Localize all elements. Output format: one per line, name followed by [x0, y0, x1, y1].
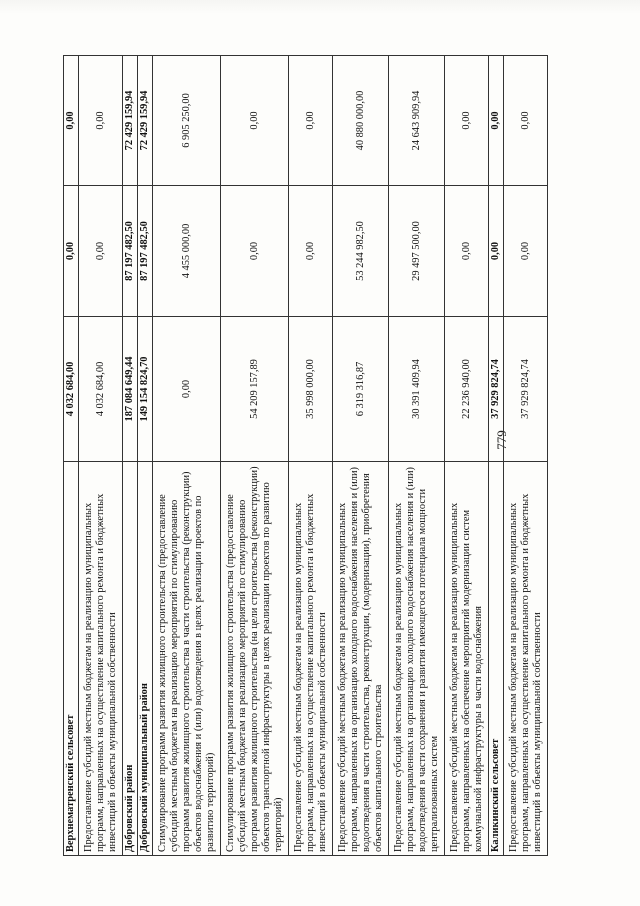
amount-cell: 4 455 000,00 — [153, 186, 221, 317]
amount-cell: 37 929 824,74 — [489, 317, 504, 462]
amount-cell: 0,00 — [79, 56, 123, 186]
amount-cell: 0,00 — [153, 317, 221, 462]
amount-cell: 0,00 — [489, 56, 504, 186]
amount-cell: 0,00 — [64, 186, 79, 317]
table-row — [445, 56, 489, 856]
amount-cell: 40 880 000,00 — [333, 56, 389, 186]
amount-cell: 0,00 — [489, 186, 504, 317]
amount-cell: 4 032 684,00 — [79, 317, 123, 462]
amount-cell: 0,00 — [504, 186, 548, 317]
amount-cell: 54 209 157,89 — [221, 317, 289, 462]
amount-cell: 72 429 159,94 — [138, 56, 153, 186]
amount-cell: 4 032 684,00 — [64, 317, 79, 462]
table-row — [123, 56, 138, 856]
amount-cell: 149 154 824,70 — [138, 317, 153, 462]
table-row — [153, 56, 221, 856]
amount-cell: 0,00 — [445, 56, 489, 186]
rotated-table-container — [63, 56, 583, 856]
amount-cell: 0,00 — [221, 186, 289, 317]
row-label: Предоставление субсидий местным бюджетам на реализацию муниципальных программ, направленных на организацию холодного водоснабжения населения и (или) водоотведения в части строительства, реконструкции, (модернизации), приобретения объектов капитального строительства — [333, 462, 389, 856]
row-label: Стимулирование программ развития жилищного строительства (предоставление субсидий местным бюджетам на реализацию мероприятий по стимулированию программ развития жилищного строительства в части строительства (реконструкции) объектов водоснабжения и (или) водоотведения в целях реализации проектов по развитию территорий) — [153, 462, 221, 856]
amount-cell: 187 084 649,44 — [123, 317, 138, 462]
amount-cell: 29 497 500,00 — [389, 186, 445, 317]
amount-cell: 87 197 482,50 — [138, 186, 153, 317]
row-label: Предоставление субсидий местным бюджетам на реализацию муниципальных программ, направленных на осуществление капитального ремонта и бюджетных инвестиций в объекты муниципальной собственности — [289, 462, 333, 856]
amount-cell: 6 319 316,87 — [333, 317, 389, 462]
table-row — [389, 56, 445, 856]
amount-cell: 0,00 — [79, 186, 123, 317]
row-label: Предоставление субсидий местным бюджетам на реализацию муниципальных программ, направленных на обеспечение мероприятий модернизации систем коммунальной инфраструктуры в части водоснабжения — [445, 462, 489, 856]
scan-edge — [0, 0, 640, 14]
row-label: Предоставление субсидий местным бюджетам на реализацию муниципальных программ, направленных на организацию холодного водоснабжения населения и (или) водоотведения в части сохранения и развития имеющегося потенциала мощности централизованных систем — [389, 462, 445, 856]
table-body — [64, 56, 548, 856]
amount-cell: 30 391 409,94 — [389, 317, 445, 462]
row-label: Добровский муниципальный район — [138, 462, 153, 856]
row-label: Верхнематренский сельсовет — [64, 462, 79, 856]
table-row — [289, 56, 333, 856]
amount-cell: 0,00 — [289, 56, 333, 186]
amount-cell: 35 998 000,00 — [289, 317, 333, 462]
table-row — [504, 56, 548, 856]
amount-cell: 0,00 — [504, 56, 548, 186]
table-row — [221, 56, 289, 856]
row-label: Предоставление субсидий местным бюджетам на реализацию муниципальных программ, направленных на осуществление капитального ремонта и бюджетных инвестиций в объекты муниципальной собственности — [79, 462, 123, 856]
amount-cell: 0,00 — [289, 186, 333, 317]
page-number: 779 — [494, 430, 509, 450]
row-label: Добровский район — [123, 462, 138, 856]
table-row — [489, 56, 504, 856]
budget-table — [63, 55, 548, 856]
row-label: Предоставление субсидий местным бюджетам на реализацию муниципальных программ, направленных на осуществление капитального ремонта и бюджетных инвестиций в объекты муниципальной собственности — [504, 462, 548, 856]
amount-cell: 6 905 250,00 — [153, 56, 221, 186]
amount-cell: 0,00 — [64, 56, 79, 186]
amount-cell: 24 643 909,94 — [389, 56, 445, 186]
amount-cell: 72 429 159,94 — [123, 56, 138, 186]
table-row — [64, 56, 79, 856]
table-row — [79, 56, 123, 856]
amount-cell: 0,00 — [445, 186, 489, 317]
table-row — [333, 56, 389, 856]
row-label: Стимулирование программ развития жилищного строительства (предоставление субсидий местным бюджетам на реализацию мероприятий по стимулированию программ развития жилищного строительства (на цели строительства (реконструкции) объектов транспортной инфраструктуры в целях реализации проектов по развитию территорий) — [221, 462, 289, 856]
table-row — [138, 56, 153, 856]
amount-cell: 37 929 824,74 — [504, 317, 548, 462]
amount-cell: 0,00 — [221, 56, 289, 186]
amount-cell: 22 236 940,00 — [445, 317, 489, 462]
amount-cell: 87 197 482,50 — [123, 186, 138, 317]
amount-cell: 53 244 982,50 — [333, 186, 389, 317]
row-label: Каликинский сельсовет — [489, 462, 504, 856]
